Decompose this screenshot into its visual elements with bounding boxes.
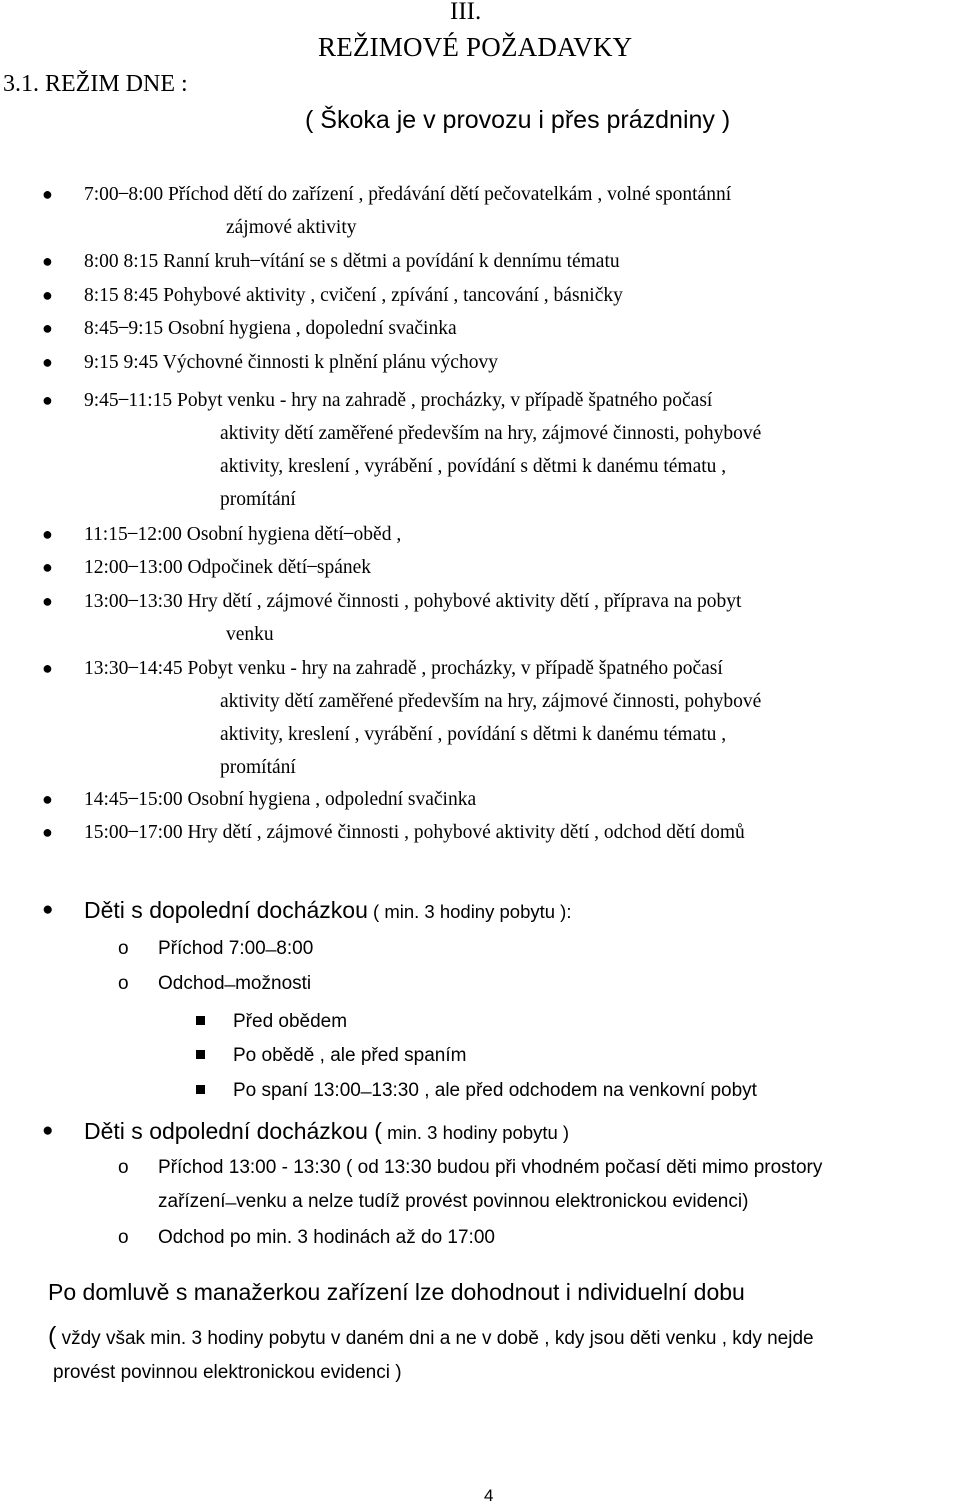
schedule-item-continuation: promítání <box>220 489 296 510</box>
schedule-item-text: 7:00 ̶ 8:00 Příchod dětí do zařízení , předávání dětí pečovatelkám , volné spontánní <box>84 184 732 205</box>
heading-part: odpolední <box>149 1118 251 1144</box>
heading-part: Děti s <box>84 1118 150 1144</box>
departure-option-text: Před obědem <box>233 1011 348 1032</box>
schedule-item-text: 13:00 ̶ 13:30 Hry dětí , zájmové činnosti , pohybové aktivity dětí , příprava na pobyt <box>84 591 742 612</box>
subtitle: ( Škoka je v provozu i přes prázdniny ) <box>305 106 731 134</box>
bullet-icon: ● <box>42 318 53 338</box>
page-number: 4 <box>484 1486 494 1505</box>
bullet-icon: ● <box>42 1120 54 1141</box>
square-bullet-icon <box>196 1050 205 1059</box>
schedule-item-continuation: venku <box>226 624 274 645</box>
schedule-item-text: 11:15 ̶ 12:00 Osobní hygiena dětí ̶ oběd , <box>84 524 402 545</box>
heading-note: ( min. 3 hodiny pobytu ): <box>367 901 572 922</box>
open-paren: ( <box>48 1322 57 1350</box>
afternoon-departure-text: Odchod po min. 3 hodinách až do 17:00 <box>158 1227 495 1248</box>
bullet-icon: ● <box>42 390 53 410</box>
circle-bullet: o <box>118 938 129 959</box>
heading-part: docházkou <box>250 897 368 923</box>
bullet-icon: ● <box>42 524 53 544</box>
individual-time-heading: Po domluvě s manažerkou zařízení lze dohodnout i ndividuelní dobu <box>48 1279 745 1305</box>
bullet-icon: ● <box>42 822 53 842</box>
bullet-icon: ● <box>42 658 53 678</box>
section-number: III. <box>450 0 482 25</box>
individual-time-note <box>48 1322 814 1351</box>
schedule-item-continuation: aktivity, kreslení , vyrábění , povídání s dětmi k danému tématu , <box>220 724 727 745</box>
schedule-item-text: 9:45 ̶ 11:15 Pobyt venku - hry na zahradě , procházky, v případě špatného počasí <box>84 390 713 411</box>
schedule-item-text: 15:00 ̶ 17:00 Hry dětí , zájmové činnosti , pohybové aktivity dětí , odchod dětí domů <box>84 822 745 843</box>
schedule-item-text: 12:00 ̶ 13:00 Odpočinek dětí ̶ spánek <box>84 557 372 578</box>
schedule-item-continuation: aktivity dětí zaměřené především na hry, zájmové činnosti, pohybové <box>220 691 762 712</box>
schedule-item-text: 13:30 ̶ 14:45 Pobyt venku - hry na zahradě , procházky, v případě špatného počasí <box>84 658 723 679</box>
circle-bullet: o <box>118 1227 129 1248</box>
bullet-icon: ● <box>42 285 53 305</box>
bullet-icon: ● <box>42 251 53 271</box>
morning-departure-text: Odchod ̶ možnosti <box>158 973 312 994</box>
circle-bullet: o <box>118 1157 129 1178</box>
bullet-icon: ● <box>42 591 53 611</box>
note-line: vždy však min. 3 hodiny pobytu v daném dni a ne v době , kdy jsou děti venku , kdy nejde <box>56 1328 814 1349</box>
square-bullet-icon <box>196 1016 205 1025</box>
schedule-item-text: 14:45 ̶ 15:00 Osobní hygiena , odpolední svačinka <box>84 789 477 810</box>
bullet-icon: ● <box>42 557 53 577</box>
bullet-icon: ● <box>42 789 53 809</box>
schedule-item-text: 8:45 ̶ 9:15 Osobní hygiena , dopolední svačinka <box>84 318 457 339</box>
bullet-icon: ● <box>42 352 53 372</box>
schedule-item-continuation: aktivity dětí zaměřené především na hry, zájmové činnosti, pohybové <box>220 423 762 444</box>
morning-arrival-text: Příchod 7:00 ̶ 8:00 <box>158 938 314 959</box>
schedule-item-continuation: aktivity, kreslení , vyrábění , povídání s dětmi k danému tématu , <box>220 456 727 477</box>
schedule-item-continuation: promítání <box>220 757 296 778</box>
heading-part: Děti s <box>84 897 150 923</box>
schedule-item-text: 9:15 9:45 Výchovné činnosti k plnění plánu výchovy <box>84 352 498 373</box>
afternoon-arrival-continuation: zařízení ̶ venku a nelze tudíž provést povinnou elektronickou evidenci) <box>158 1191 749 1212</box>
bullet-icon: ● <box>42 184 53 204</box>
heading-note: min. 3 hodiny pobytu ) <box>381 1122 570 1143</box>
departure-option-text: Po obědě , ale před spaním <box>233 1045 467 1066</box>
schedule-item-continuation: zájmové aktivity <box>226 217 357 238</box>
schedule-item-text: 8:00 8:15 Ranní kruh ̶ vítání se s dětmi a povídání k dennímu tématu <box>84 251 620 272</box>
regime-title: 3.1. REŽIM DNE : <box>3 71 188 97</box>
section-title: REŽIMOVÉ POŽADAVKY <box>318 32 633 62</box>
individual-time-note-continuation: provést povinnou elektronickou evidenci ) <box>53 1362 402 1383</box>
heading-part: dopolední <box>149 897 251 923</box>
heading-part: docházkou ( <box>250 1118 382 1144</box>
departure-option-text: Po spaní 13:00 ̶ 13:30 , ale před odchodem na venkovní pobyt <box>233 1080 757 1101</box>
afternoon-arrival-text: Příchod 13:00 - 13:30 ( od 13:30 budou při vhodném počasí děti mimo prostory <box>158 1157 823 1178</box>
circle-bullet: o <box>118 973 129 994</box>
schedule-item-text: 8:15 8:45 Pohybové aktivity , cvičení , zpívání , tancování , básničky <box>84 285 623 306</box>
bullet-icon: ● <box>42 899 54 920</box>
square-bullet-icon <box>196 1085 205 1094</box>
